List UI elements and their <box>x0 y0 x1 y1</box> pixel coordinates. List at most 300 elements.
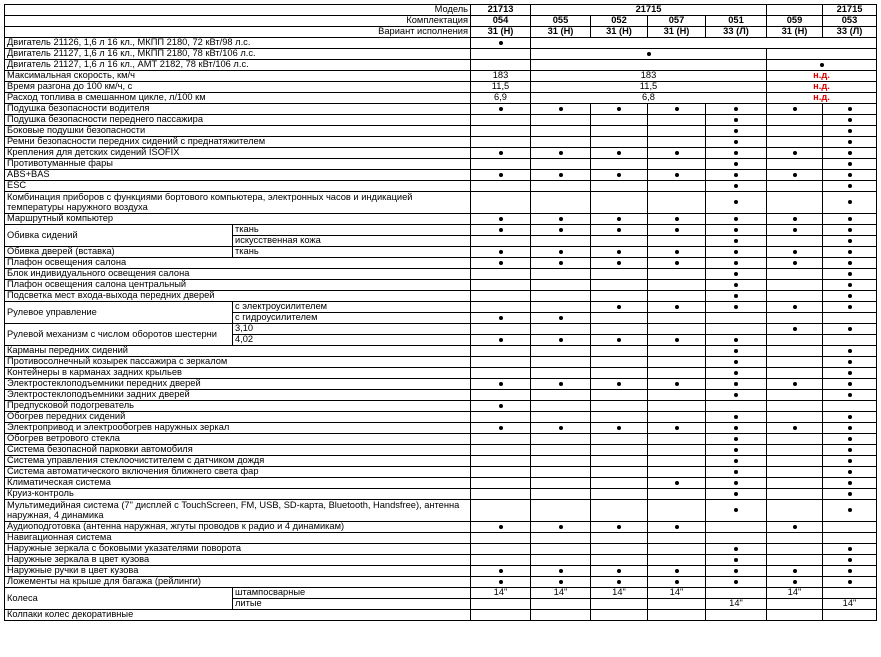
availability-cell <box>531 225 591 236</box>
variant-row <box>5 27 877 38</box>
availability-cell <box>648 500 706 522</box>
availability-cell <box>591 170 648 181</box>
availability-cell <box>591 280 648 291</box>
feature-row <box>5 379 877 390</box>
availability-cell <box>706 390 767 401</box>
bullet-icon <box>848 173 852 177</box>
availability-cell <box>767 566 823 577</box>
bullet-icon <box>734 250 738 254</box>
availability-cell <box>591 258 648 269</box>
availability-cell <box>706 104 767 115</box>
feature-row <box>5 368 877 379</box>
availability-cell <box>591 181 648 192</box>
bullet-icon <box>559 107 563 111</box>
wheel-size: 14" <box>591 588 648 599</box>
bullet-icon <box>734 349 738 353</box>
availability-cell <box>823 302 877 313</box>
availability-cell <box>823 291 877 302</box>
availability-cell <box>706 566 767 577</box>
perf-label: Максимальная скорость, км/ч <box>5 71 471 82</box>
availability-cell <box>706 379 767 390</box>
availability-cell <box>706 555 767 566</box>
availability-cell <box>706 577 767 588</box>
feature-label: Колпаки колес декоративные <box>5 610 471 621</box>
bullet-icon <box>734 371 738 375</box>
bullet-icon <box>559 217 563 221</box>
availability-cell <box>591 368 648 379</box>
bullet-icon <box>848 508 852 512</box>
variant-cell: 31 (Н) <box>648 27 706 38</box>
availability-cell <box>706 214 767 225</box>
bullet-icon <box>848 294 852 298</box>
availability-cell <box>823 401 877 412</box>
availability-cell <box>471 368 531 379</box>
availability-cell <box>767 324 823 335</box>
feature-row <box>5 302 877 313</box>
availability-cell <box>767 610 823 621</box>
availability-cell <box>706 467 767 478</box>
feature-row <box>5 489 877 500</box>
feature-label: Плафон освещения салона <box>5 258 471 269</box>
bullet-icon <box>559 250 563 254</box>
feature-label: Электропривод и электрообогрев наружных зеркал <box>5 423 471 434</box>
feature-row <box>5 104 877 115</box>
availability-cell <box>823 390 877 401</box>
bullet-icon <box>499 404 503 408</box>
trim-cell: 054 <box>471 16 531 27</box>
bullet-icon <box>793 580 797 584</box>
availability-cell <box>648 280 706 291</box>
availability-cell <box>767 577 823 588</box>
availability-cell <box>531 379 591 390</box>
bullet-icon <box>734 261 738 265</box>
availability-cell <box>531 489 591 500</box>
availability-cell <box>648 379 706 390</box>
availability-cell <box>706 522 767 533</box>
availability-cell <box>591 225 648 236</box>
availability-cell <box>706 335 767 346</box>
feature-row <box>5 137 877 148</box>
feature-label: Контейнеры в карманах задних крыльев <box>5 368 471 379</box>
availability-cell <box>706 456 767 467</box>
perf-value: 11,5 <box>531 82 767 93</box>
availability-cell <box>706 533 767 544</box>
bullet-icon <box>848 558 852 562</box>
availability-cell <box>706 445 767 456</box>
feature-label: Подушка безопасности переднего пассажира <box>5 115 471 126</box>
availability-cell <box>471 423 531 434</box>
bullet-icon <box>848 217 852 221</box>
availability-cell <box>591 467 648 478</box>
feature-label: Мультимедийная система (7" дисплей с TouchScreen, FM, USB, SD-карта, Bluetooth, Handsfree), антенна наружная, 4 динамика <box>5 500 471 522</box>
availability-cell <box>706 170 767 181</box>
variant-cell: 31 (Н) <box>591 27 648 38</box>
bullet-icon <box>734 283 738 287</box>
bullet-icon <box>848 151 852 155</box>
feature-label: Колеса <box>5 588 233 610</box>
bullet-icon <box>734 508 738 512</box>
feature-label: Ложементы на крыше для багажа (рейлинги) <box>5 577 471 588</box>
availability-cell <box>823 170 877 181</box>
bullet-icon <box>499 261 503 265</box>
bullet-icon <box>793 217 797 221</box>
availability-cell <box>823 412 877 423</box>
wheel-size <box>767 599 823 610</box>
perf-row <box>5 93 877 104</box>
trim-row <box>5 16 877 27</box>
availability-cell <box>531 269 591 280</box>
bullet-icon <box>734 426 738 430</box>
availability-cell <box>823 566 877 577</box>
availability-cell <box>531 126 591 137</box>
feature-label: Система безопасной парковки автомобиля <box>5 445 471 456</box>
feature-row <box>5 346 877 357</box>
availability-cell <box>648 159 706 170</box>
availability-cell <box>591 456 648 467</box>
feature-sublabel: ткань <box>233 225 471 236</box>
feature-row <box>5 522 877 533</box>
availability-cell <box>591 379 648 390</box>
availability-cell <box>767 115 823 126</box>
bullet-icon <box>848 580 852 584</box>
availability-cell <box>471 49 531 60</box>
availability-cell <box>591 104 648 115</box>
availability-cell <box>823 467 877 478</box>
bullet-icon <box>848 184 852 188</box>
bullet-icon <box>734 448 738 452</box>
availability-cell <box>648 423 706 434</box>
availability-cell <box>471 159 531 170</box>
bullet-icon <box>793 228 797 232</box>
availability-cell <box>823 192 877 214</box>
availability-cell <box>706 489 767 500</box>
availability-cell <box>648 401 706 412</box>
bullet-icon <box>734 107 738 111</box>
availability-cell <box>471 577 531 588</box>
feature-row <box>5 390 877 401</box>
bullet-icon <box>734 382 738 386</box>
availability-cell <box>471 192 531 214</box>
availability-cell <box>648 478 706 489</box>
bullet-icon <box>848 360 852 364</box>
availability-cell <box>823 533 877 544</box>
bullet-icon <box>848 261 852 265</box>
model-label: Модель <box>5 5 471 16</box>
feature-row <box>5 170 877 181</box>
availability-cell <box>471 126 531 137</box>
feature-label: Система управления стеклоочистителем с датчиком дождя <box>5 456 471 467</box>
wheel-size: 14" <box>471 588 531 599</box>
feature-row <box>5 247 877 258</box>
availability-cell <box>591 412 648 423</box>
feature-label: Климатическая система <box>5 478 471 489</box>
perf-value: 183 <box>531 71 767 82</box>
availability-cell <box>823 434 877 445</box>
availability-cell <box>648 236 706 247</box>
trim-cell: 057 <box>648 16 706 27</box>
availability-cell <box>471 412 531 423</box>
availability-cell <box>823 181 877 192</box>
availability-cell <box>591 357 648 368</box>
availability-cell <box>767 456 823 467</box>
availability-cell <box>823 225 877 236</box>
availability-cell <box>767 544 823 555</box>
availability-cell <box>767 500 823 522</box>
feature-label: Наружные зеркала с боковыми указателями поворота <box>5 544 471 555</box>
availability-cell <box>648 247 706 258</box>
bullet-icon <box>675 569 679 573</box>
availability-cell <box>706 126 767 137</box>
bullet-icon <box>617 217 621 221</box>
availability-cell <box>706 137 767 148</box>
availability-cell <box>591 390 648 401</box>
perf-label: Время разгона до 100 км/ч, с <box>5 82 471 93</box>
availability-cell <box>823 324 877 335</box>
feature-label: Рулевой механизм с числом оборотов шестерни <box>5 324 233 346</box>
availability-cell <box>823 456 877 467</box>
feature-label: Комбинация приборов с функциями бортового компьютера, электронных часов и индикацией температуры наружного воздуха <box>5 192 471 214</box>
model-21715: 21715 <box>531 5 767 16</box>
availability-cell <box>823 104 877 115</box>
availability-cell <box>531 467 591 478</box>
availability-cell <box>823 500 877 522</box>
bullet-icon <box>617 525 621 529</box>
availability-cell <box>706 115 767 126</box>
availability-cell <box>531 38 877 49</box>
availability-cell <box>706 434 767 445</box>
availability-cell <box>531 60 767 71</box>
bullet-icon <box>734 558 738 562</box>
availability-cell <box>823 555 877 566</box>
bullet-icon <box>617 250 621 254</box>
availability-cell <box>706 181 767 192</box>
availability-cell <box>531 445 591 456</box>
perf-label: Расход топлива в смешанном цикле, л/100 км <box>5 93 471 104</box>
availability-cell <box>648 544 706 555</box>
bullet-icon <box>848 426 852 430</box>
feature-row <box>5 192 877 214</box>
availability-cell <box>471 60 531 71</box>
trim-cell: 052 <box>591 16 648 27</box>
availability-cell <box>471 280 531 291</box>
availability-cell <box>531 324 591 335</box>
availability-cell <box>531 610 591 621</box>
availability-cell <box>648 302 706 313</box>
availability-cell <box>471 566 531 577</box>
availability-cell <box>471 478 531 489</box>
availability-cell <box>591 192 648 214</box>
availability-cell <box>471 302 531 313</box>
bullet-icon <box>675 481 679 485</box>
spec-table <box>4 4 877 621</box>
bullet-icon <box>559 151 563 155</box>
bullet-icon <box>499 151 503 155</box>
bullet-icon <box>617 305 621 309</box>
availability-cell <box>823 335 877 346</box>
availability-cell <box>767 170 823 181</box>
availability-cell <box>767 49 877 60</box>
availability-cell <box>591 610 648 621</box>
bullet-icon <box>647 52 651 56</box>
perf-row <box>5 71 877 82</box>
bullet-icon <box>848 492 852 496</box>
availability-cell <box>531 214 591 225</box>
bullet-icon <box>559 426 563 430</box>
availability-cell <box>706 324 767 335</box>
bullet-icon <box>559 261 563 265</box>
availability-cell <box>823 478 877 489</box>
availability-cell <box>823 544 877 555</box>
bullet-icon <box>734 294 738 298</box>
availability-cell <box>591 533 648 544</box>
feature-row <box>5 555 877 566</box>
bullet-icon <box>734 118 738 122</box>
variant-cell: 33 (Л) <box>706 27 767 38</box>
availability-cell <box>823 346 877 357</box>
availability-cell <box>591 401 648 412</box>
availability-cell <box>767 445 823 456</box>
availability-cell <box>591 148 648 159</box>
availability-cell <box>591 115 648 126</box>
availability-cell <box>471 456 531 467</box>
bullet-icon <box>675 580 679 584</box>
feature-row <box>5 357 877 368</box>
availability-cell <box>471 379 531 390</box>
availability-cell <box>471 544 531 555</box>
feature-label: Карманы передних сидений <box>5 346 471 357</box>
availability-cell <box>823 258 877 269</box>
availability-cell <box>648 214 706 225</box>
bullet-icon <box>499 382 503 386</box>
availability-cell <box>471 258 531 269</box>
bullet-icon <box>734 129 738 133</box>
availability-cell <box>706 302 767 313</box>
availability-cell <box>767 225 823 236</box>
feature-label: Наружные ручки в цвет кузова <box>5 566 471 577</box>
bullet-icon <box>848 415 852 419</box>
bullet-icon <box>734 415 738 419</box>
availability-cell <box>531 335 591 346</box>
availability-cell <box>531 555 591 566</box>
bullet-icon <box>848 200 852 204</box>
bullet-icon <box>734 360 738 364</box>
availability-cell <box>591 302 648 313</box>
wheels-row <box>5 588 877 599</box>
bullet-icon <box>734 272 738 276</box>
bullet-icon <box>734 162 738 166</box>
model-21715-b: 21715 <box>823 5 877 16</box>
trim-cell: 051 <box>706 16 767 27</box>
feature-row <box>5 610 877 621</box>
feature-sublabel: 4,02 <box>233 335 471 346</box>
feature-row <box>5 500 877 522</box>
feature-label: Ремни безопасности передних сидений с преднатяжителем <box>5 137 471 148</box>
engine-row <box>5 60 877 71</box>
feature-label: Обивка сидений <box>5 225 233 247</box>
availability-cell <box>531 357 591 368</box>
availability-cell <box>648 489 706 500</box>
availability-cell <box>767 280 823 291</box>
availability-cell <box>471 324 531 335</box>
availability-cell <box>648 555 706 566</box>
trim-cell: 053 <box>823 16 877 27</box>
availability-cell <box>591 445 648 456</box>
bullet-icon <box>793 382 797 386</box>
feature-label: Обогрев передних сидений <box>5 412 471 423</box>
variant-cell: 31 (Н) <box>531 27 591 38</box>
feature-label: Обогрев ветрового стекла <box>5 434 471 445</box>
availability-cell <box>531 291 591 302</box>
availability-cell <box>767 291 823 302</box>
feature-label: Блок индивидуального освещения салона <box>5 269 471 280</box>
feature-row <box>5 478 877 489</box>
perf-value: н.д. <box>767 71 877 82</box>
availability-cell <box>706 368 767 379</box>
availability-cell <box>591 137 648 148</box>
availability-cell <box>648 357 706 368</box>
bullet-icon <box>793 250 797 254</box>
bullet-icon <box>675 228 679 232</box>
availability-cell <box>706 269 767 280</box>
availability-cell <box>648 192 706 214</box>
bullet-icon <box>734 305 738 309</box>
availability-cell <box>471 489 531 500</box>
feature-label: Крепления для детских сидений ISOFIX <box>5 148 471 159</box>
availability-cell <box>591 214 648 225</box>
availability-cell <box>767 390 823 401</box>
perf-value: 11,5 <box>471 82 531 93</box>
availability-cell <box>767 522 823 533</box>
availability-cell <box>767 192 823 214</box>
availability-cell <box>706 247 767 258</box>
availability-cell <box>767 247 823 258</box>
availability-cell <box>591 423 648 434</box>
wheel-size <box>648 599 706 610</box>
availability-cell <box>823 236 877 247</box>
availability-cell <box>471 269 531 280</box>
feature-row <box>5 445 877 456</box>
bullet-icon <box>559 228 563 232</box>
perf-value: 6,8 <box>531 93 767 104</box>
availability-cell <box>823 489 877 500</box>
availability-cell <box>648 522 706 533</box>
availability-cell <box>531 159 591 170</box>
feature-label: Наружные зеркала в цвет кузова <box>5 555 471 566</box>
bullet-icon <box>675 525 679 529</box>
availability-cell <box>648 335 706 346</box>
availability-cell <box>706 478 767 489</box>
availability-cell <box>767 126 823 137</box>
availability-cell <box>531 478 591 489</box>
availability-cell <box>531 148 591 159</box>
availability-cell <box>531 49 767 60</box>
bullet-icon <box>559 316 563 320</box>
availability-cell <box>706 192 767 214</box>
bullet-icon <box>559 525 563 529</box>
availability-cell <box>823 610 877 621</box>
availability-cell <box>648 137 706 148</box>
engine-label: Двигатель 21127, 1,6 л 16 кл., АМТ 2182, 78 кВт/106 л.с. <box>5 60 471 71</box>
availability-cell <box>767 368 823 379</box>
feature-label: Система автоматического включения ближнего света фар <box>5 467 471 478</box>
bullet-icon <box>848 162 852 166</box>
bullet-icon <box>848 382 852 386</box>
availability-cell <box>471 137 531 148</box>
bullet-icon <box>848 305 852 309</box>
feature-label: Противотуманные фары <box>5 159 471 170</box>
bullet-icon <box>675 338 679 342</box>
availability-cell <box>471 401 531 412</box>
